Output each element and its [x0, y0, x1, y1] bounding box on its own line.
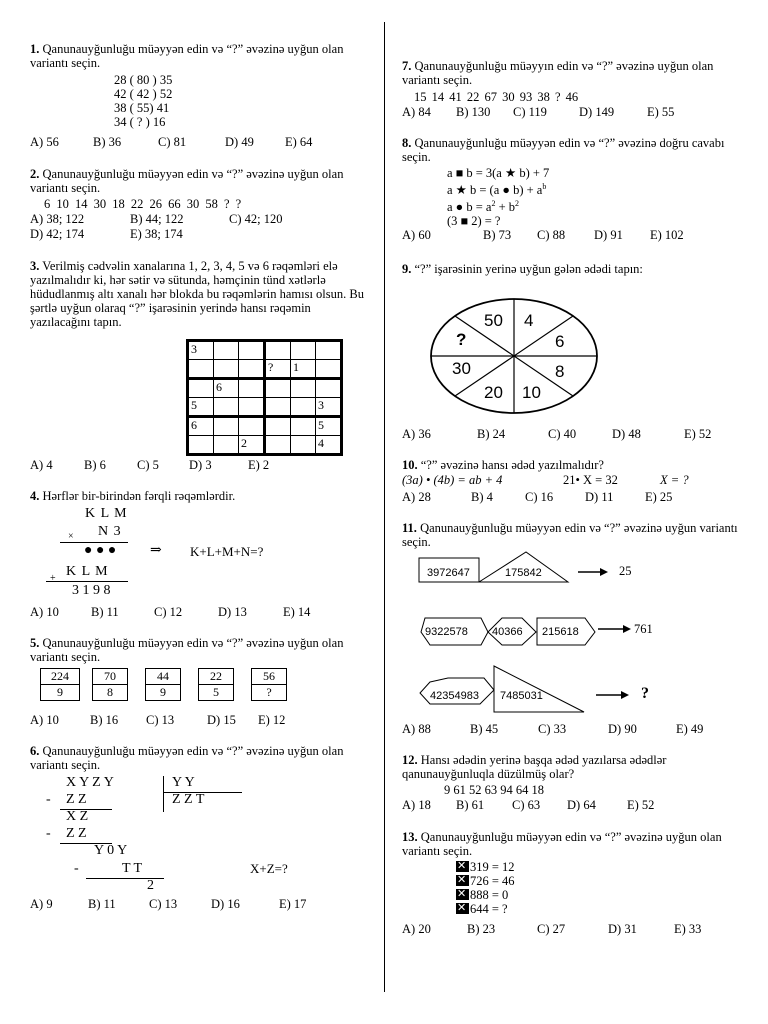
grid-cell: [214, 436, 239, 455]
answer-option[interactable]: E) 49: [676, 722, 704, 736]
question-number: 8.: [402, 136, 412, 150]
result-number: ?: [641, 685, 649, 702]
answer-option[interactable]: D) 91: [594, 228, 623, 242]
answer-option[interactable]: C) 63: [512, 798, 541, 812]
answer-option[interactable]: A) 56: [30, 135, 59, 149]
grid-cell: [265, 417, 291, 436]
answer-option[interactable]: A) 9: [30, 897, 53, 911]
remainder1: X Z: [66, 809, 89, 824]
question-2: [30, 167, 375, 195]
grid-cell: [265, 398, 291, 417]
row-text: 644 = ?: [470, 902, 508, 916]
answer-option[interactable]: A) 28: [402, 490, 431, 504]
question-number: 4.: [30, 489, 40, 503]
grid-cell: [265, 379, 291, 398]
question-11: [402, 521, 747, 549]
answer-option[interactable]: B) 130: [456, 105, 491, 119]
box-top: 70: [93, 669, 127, 685]
circle-number: 4: [524, 311, 534, 330]
minus-sign: -: [46, 792, 51, 807]
arrow-head: [621, 691, 629, 699]
answer-option[interactable]: B) 24: [477, 427, 506, 441]
grid-cell: [316, 360, 342, 379]
grid-cell: 3: [188, 341, 214, 360]
answer-option[interactable]: E) 55: [647, 105, 675, 119]
fraction-box: [251, 668, 287, 701]
superscript: 2: [491, 199, 496, 209]
answer-option[interactable]: B) 23: [467, 922, 496, 936]
grid-cell: [239, 417, 265, 436]
question-12: [402, 753, 747, 781]
column-divider: [384, 22, 385, 992]
answer-option[interactable]: E) 64: [285, 135, 313, 149]
shape-number: 40366: [492, 626, 523, 638]
question-number: 2.: [30, 167, 40, 181]
question-number: 3.: [30, 259, 40, 273]
q4-dots: ● ● ●: [84, 543, 117, 558]
answer-option[interactable]: B) 61: [456, 798, 485, 812]
grid-cell: [214, 398, 239, 417]
circle-number: 30: [452, 359, 471, 378]
question-number: 7.: [402, 59, 412, 73]
question-number: 13.: [402, 830, 418, 844]
grid-cell: [188, 360, 214, 379]
grid-cell: [265, 341, 291, 360]
answer-option[interactable]: D) 13: [218, 605, 247, 619]
q1-row: 38 ( 55) 41: [114, 101, 170, 115]
answer-option[interactable]: B) 4: [471, 490, 493, 504]
grid-cell: [291, 436, 316, 455]
stamp-icon: [456, 861, 469, 872]
shape-number: 215618: [542, 626, 579, 638]
grid-cell: [214, 341, 239, 360]
answer-option[interactable]: E) 25: [645, 490, 673, 504]
answer-option[interactable]: E) 2: [248, 458, 270, 472]
stamp-icon: [456, 903, 469, 914]
q7-sequence: 15 14 41 22 67 30 93 38 ? 46: [414, 90, 579, 104]
answer-option[interactable]: C) 33: [538, 722, 567, 736]
answer-option[interactable]: A) 84: [402, 105, 431, 119]
circle-number: 10: [522, 383, 541, 402]
circle-number: 6: [555, 332, 565, 351]
circle-number: 50: [484, 311, 503, 330]
answer-option[interactable]: D) 15: [207, 713, 236, 727]
grid-cell: [265, 436, 291, 455]
grid-cell: 6: [188, 417, 214, 436]
circle-number: 8: [555, 362, 565, 381]
answer-option[interactable]: B) 6: [84, 458, 106, 472]
division-bar: [163, 776, 164, 812]
rule-line: [46, 581, 128, 582]
question-9: [402, 262, 747, 276]
grid-cell: [239, 341, 265, 360]
question-10: [402, 458, 747, 472]
question-text: Hərflər bir-birindən fərqli rəqəmlərdir.: [42, 489, 236, 503]
sub2: Z Z: [66, 826, 87, 841]
sub3: T T: [122, 861, 143, 876]
q13-row: [456, 902, 515, 916]
question-number: 1.: [30, 42, 40, 56]
answer-option[interactable]: C) 81: [158, 135, 187, 149]
answer-option[interactable]: D) 42; 174: [30, 227, 85, 241]
answer-option[interactable]: C) 13: [146, 713, 175, 727]
answer-option[interactable]: B) 11: [91, 605, 119, 619]
shape-number: 175842: [505, 567, 542, 579]
result-number: 761: [634, 622, 653, 636]
answer-option[interactable]: A) 88: [402, 722, 431, 736]
times-sign: ×: [68, 531, 74, 542]
q4-line2: N 3: [98, 524, 122, 539]
answer-option[interactable]: B) 73: [483, 228, 512, 242]
fraction-box: [198, 668, 234, 701]
q1-row: 42 ( 42 ) 52: [114, 87, 173, 101]
question-text: “?” əvəzinə hansı ədəd yazılmalıdır?: [420, 458, 604, 472]
answer-option[interactable]: E) 17: [279, 897, 307, 911]
answer-option[interactable]: B) 11: [88, 897, 116, 911]
q13-row: [456, 860, 515, 874]
answer-option[interactable]: C) 16: [525, 490, 554, 504]
stamp-icon: [456, 889, 469, 900]
minus-sign: -: [74, 861, 79, 876]
q2-sequence: 6 10 14 30 18 22 26 66 30 58 ? ?: [44, 197, 242, 211]
question-number: 5.: [30, 636, 40, 650]
shape-number: 9322578: [425, 626, 468, 638]
box-top: 22: [199, 669, 233, 685]
question-text: “?” işarəsinin yerinə uyğun gələn ədədi tapın:: [414, 262, 643, 276]
answer-option[interactable]: C) 42; 120: [229, 212, 283, 226]
answer-option[interactable]: A) 4: [30, 458, 53, 472]
q4-line1: K L M: [85, 506, 128, 521]
grid-cell: [214, 360, 239, 379]
answer-option[interactable]: D) 64: [567, 798, 596, 812]
arrow-head: [623, 625, 631, 633]
quotient: Z Z T: [172, 792, 205, 807]
box-bottom: 8: [107, 685, 113, 699]
grid-cell: [291, 379, 316, 398]
q13-row: [456, 888, 515, 902]
answer-option[interactable]: B) 16: [90, 713, 119, 727]
question-text: Qanunauyğunluğu müəyyən edin və “?” əvəzinə uyğun olan variantı seçin.: [30, 42, 344, 70]
grid-cell: [239, 398, 265, 417]
question-text: Qanunauyğunluğu müəyyən edin və “?” əvəzinə uyğun olan variantı seçin.: [30, 636, 344, 664]
question-number: 6.: [30, 744, 40, 758]
answer-option[interactable]: D) 49: [225, 135, 254, 149]
definition-line: [447, 197, 549, 214]
question-3: [30, 259, 370, 329]
q10-equation: (3a) • (4b) = ab + 4: [402, 473, 503, 487]
box-bottom: 9: [160, 685, 166, 699]
grid-cell: 5: [316, 417, 342, 436]
arrow-head: [600, 568, 608, 576]
grid-cell: 6: [214, 379, 239, 398]
question-7: [402, 59, 747, 87]
circle-number: ?: [456, 330, 467, 349]
answer-option[interactable]: C) 12: [154, 605, 183, 619]
q4-expression: K+L+M+N=?: [190, 544, 264, 559]
definition-text: a ★ b = (a ● b) + a: [447, 183, 543, 198]
question-number: 9.: [402, 262, 412, 276]
q4-line3: K L M: [66, 564, 109, 579]
q13-rows: [456, 860, 515, 916]
answer-option[interactable]: B) 36: [93, 135, 122, 149]
grid-cell: [188, 379, 214, 398]
grid-cell: [239, 379, 265, 398]
q8-definitions: [447, 166, 549, 228]
answer-option[interactable]: D) 90: [608, 722, 637, 736]
grid-cell: [291, 398, 316, 417]
row-text: 888 = 0: [470, 888, 509, 902]
box-bottom: ?: [266, 685, 272, 699]
grid-cell: [214, 417, 239, 436]
grid-cell: 1: [291, 360, 316, 379]
box-bottom: 5: [213, 685, 219, 699]
definition-text: a ● b = a: [447, 200, 492, 215]
grid-cell: 5: [188, 398, 214, 417]
answer-option[interactable]: E) 38; 174: [130, 227, 183, 241]
question-text: Qanunauyğunluğu müəyyən edin və “?” əvəzinə uyğun olan variantı seçin.: [30, 744, 344, 772]
fraction-box: [145, 668, 181, 701]
question-text: Qanunauyğunluğu müəyyən edin və “?” əvəzinə uyğun olan variantı seçin.: [402, 830, 722, 858]
grid-cell: 3: [316, 398, 342, 417]
divisor: Y Y: [172, 775, 195, 790]
answer-option[interactable]: A) 36: [402, 427, 431, 441]
answer-option[interactable]: D) 16: [211, 897, 240, 911]
q10-equation: 21• X = 32: [563, 473, 618, 487]
answer-option[interactable]: A) 60: [402, 228, 431, 242]
q1-rows: [114, 73, 172, 129]
question-8: [402, 136, 747, 164]
answer-option[interactable]: A) 10: [30, 605, 59, 619]
question-text: Qanunauyğunluğu müəyyən edin və “?” əvəzinə uyğun variantı seçin.: [402, 521, 738, 549]
answer-option[interactable]: C) 5: [137, 458, 159, 472]
question-text: Qanunauyğunluğu müəyyın edin və “?” əvəzinə uyğun olan variantı seçin.: [402, 59, 714, 87]
question-13: [402, 830, 747, 858]
q4-result: 3 1 9 8: [72, 583, 111, 598]
answer-option[interactable]: D) 3: [189, 458, 212, 472]
question-4: [30, 489, 375, 503]
fraction-box: [92, 668, 128, 701]
shape-number: 7485031: [500, 690, 543, 702]
answer-option[interactable]: A) 10: [30, 713, 59, 727]
grid-cell: [239, 360, 265, 379]
answer-option[interactable]: C) 88: [537, 228, 566, 242]
answer-option[interactable]: E) 12: [258, 713, 286, 727]
sub1: Z Z: [66, 792, 87, 807]
answer-option[interactable]: C) 119: [513, 105, 547, 119]
answer-option[interactable]: B) 45: [470, 722, 499, 736]
q1-row: 34 ( ? ) 16: [114, 115, 166, 129]
stamp-icon: [456, 875, 469, 886]
answer-option[interactable]: D) 149: [579, 105, 615, 119]
grid-cell: [188, 436, 214, 455]
answer-option[interactable]: D) 11: [585, 490, 614, 504]
answer-option[interactable]: A) 38; 122: [30, 212, 85, 226]
question-5: [30, 636, 375, 664]
box-bottom: 9: [57, 685, 63, 699]
definition-line: (3 ■ 2) = ?: [447, 214, 501, 229]
answer-option[interactable]: E) 102: [650, 228, 684, 242]
answer-option[interactable]: E) 52: [684, 427, 712, 441]
question-number: 12.: [402, 753, 418, 767]
result-number: 25: [619, 564, 632, 578]
q10-equation: X = ?: [660, 473, 689, 487]
answer-option[interactable]: C) 13: [149, 897, 178, 911]
definition-text: + b: [495, 200, 516, 215]
answer-option[interactable]: E) 33: [674, 922, 702, 936]
answer-option[interactable]: D) 31: [608, 922, 637, 936]
grid-cell: ?: [265, 360, 291, 379]
box-top: 44: [146, 669, 180, 685]
grid-cell: [316, 341, 342, 360]
plus-sign: +: [50, 573, 56, 584]
dividend: X Y Z Y: [66, 775, 114, 790]
remainder3: 2: [147, 878, 154, 893]
sudoku-grid: [186, 339, 343, 456]
answer-option[interactable]: C) 40: [548, 427, 577, 441]
q13-row: [456, 874, 515, 888]
superscript: b: [542, 182, 547, 191]
box-top: 224: [41, 669, 79, 685]
question-6: [30, 744, 375, 772]
implies-arrow: ⇒: [150, 543, 162, 558]
question-text: Hansı ədədin yerinə başqa ədəd yazılarsa ədədlər qanunauyğunluqla düzülmüş olar?: [402, 753, 667, 781]
answer-option[interactable]: D) 48: [612, 427, 641, 441]
answer-option[interactable]: B) 44; 122: [130, 212, 184, 226]
q1-row: 28 ( 80 ) 35: [114, 73, 173, 87]
q12-sequence: 9 61 52 63 94 64 18: [444, 783, 544, 797]
superscript: 2: [515, 199, 520, 209]
circle-number: 20: [484, 383, 503, 402]
definition-line: [447, 180, 549, 197]
minus-sign: -: [46, 826, 51, 841]
question-text: Verilmiş cədvəlin xanalarına 1, 2, 3, 4, 5 və 6 rəqəmləri elə yazılmalıdır ki, hər sətir və sütunda, həmçinin tünd xətlərlə hüdudlanmış altı xanalı hər blokda bu rəqəmlərin hamısı olsun. Bu şərtlə uyğun olaraq “?” işarəsinin yerində hansı rəqəmin yazılacağını tapın.: [30, 259, 364, 329]
grid-cell: [291, 417, 316, 436]
answer-option[interactable]: A) 18: [402, 798, 431, 812]
shape-number: 3972647: [427, 567, 470, 579]
box-top: 56: [252, 669, 286, 685]
q6-expression: X+Z=?: [250, 861, 288, 876]
answer-option[interactable]: C) 27: [537, 922, 566, 936]
grid-cell: 4: [316, 436, 342, 455]
answer-option[interactable]: E) 52: [627, 798, 655, 812]
answer-option[interactable]: A) 20: [402, 922, 431, 936]
fraction-box: [40, 668, 80, 701]
answer-option[interactable]: E) 14: [283, 605, 311, 619]
question-1: [30, 42, 375, 70]
question-number: 10.: [402, 458, 418, 472]
grid-cell: [316, 379, 342, 398]
shape-number: 42354983: [430, 690, 479, 702]
remainder2: Y 0 Y: [94, 843, 128, 858]
row-text: 319 = 12: [470, 860, 515, 874]
grid-cell: [291, 341, 316, 360]
question-text: Qanunauyğunluğu müəyyən edin və “?” əvəzinə doğru cavabı seçin.: [402, 136, 725, 164]
question-number: 11.: [402, 521, 417, 535]
question-text: Qanunauyğunluğu müəyyən edin və “?” əvəzinə uyğun olan variantı seçin.: [30, 167, 344, 195]
definition-line: a ■ b = 3(a ★ b) + 7: [447, 166, 550, 180]
row-text: 726 = 46: [470, 874, 515, 888]
grid-cell: 2: [239, 436, 265, 455]
